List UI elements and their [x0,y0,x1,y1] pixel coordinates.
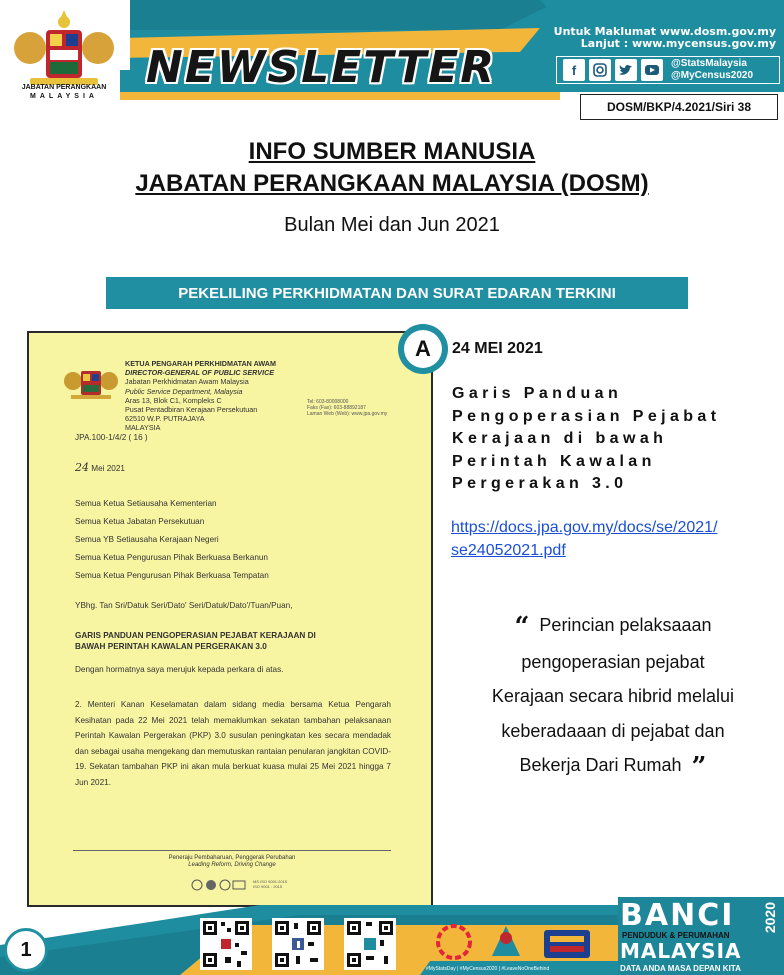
reference-number: DOSM/BKP/4.2021/Siri 38 [580,94,778,120]
instagram-icon[interactable] [589,59,611,81]
guide-title: Garis Panduan Pengoperasian Pejabat Kerajaan di bawah Perintah Kawalan Pergerakan 3.0 [452,385,721,492]
letter-recipient: Semua YB Setiausaha Kerajaan Negeri [75,535,219,544]
letter-reference: JPA.100-1/4/2 ( 16 ) [75,433,148,442]
newsletter-title: NEWSLETTER [146,42,497,93]
social-media-box [556,56,780,84]
document-link[interactable]: https://docs.jpa.gov.my/docs/se/2021/ se24052021.pdf [451,519,718,559]
qr-code[interactable] [200,918,252,970]
twitter-icon[interactable] [615,59,637,81]
subtitle: Bulan Mei dan Jun 2021 [284,214,500,236]
section-badge: A [398,324,448,374]
dosm-logo [10,8,118,118]
letter-footer-iso: MS ISO 9001:2015 ISO 9001 : 2015 [253,879,288,889]
newsletter-header [0,0,784,125]
main-title-line2: JABATAN PERANGKAAN MALAYSIA (DOSM) [135,170,649,197]
campaign-logos [432,920,618,964]
main-title-line1: INFO SUMBER MANUSIA [248,138,536,165]
page-number: 1 [4,928,48,972]
letter-subject: GARIS PANDUAN PENGOPERASIAN PEJABAT KERAJAAN DI [75,631,316,640]
census-banner: BANCI PENDUDUK & PERUMAHAN MALAYSIA 2020 DATA ANDA MASA DEPAN KITA [620,898,778,973]
letterhead: KETUA PENGARAH PERKHIDMATAN AWAM DIRECTOR-GENERAL OF PUBLIC SERVICE Jabatan Perkhidmatan Awam Malaysia Public Service Department, Malaysia Aras 13, Blok C1, Kompleks C Pusat Pentadbiran Kerajaan Persekutuan 62510 W.P. PUTRAJAYA MALAYSIA [125,359,276,433]
facebook-icon[interactable]: f [563,59,585,81]
summary-quote: “ Perincian pelaksaaan pengoperasian pejabat Kerajaan secara hibrid melalui keberadaaan di pejabat dan Bekerja Dari Rumah ” [491,612,735,782]
logo-caption: JABATAN PERANGKAAN MALAYSIA [21,84,107,100]
hashtag-strip: #MyStatsDay | #MyCensus2020 | #LeaveNoOneBehind [426,966,550,972]
social-handles: @StatsMalaysia @MyCensus2020 [671,58,754,81]
letter-salutation: YBhg. Tan Sri/Datuk Seri/Dato' Seri/Datuk/Dato'/Tuan/Puan, [75,601,293,610]
qr-code[interactable] [272,918,324,970]
letter-date: 24 Mei 2021 [75,461,125,474]
letter-recipient: Semua Ketua Pengurusan Pihak Berkuasa Berkanun [75,553,268,562]
qr-code[interactable] [344,918,396,970]
circular-letter-image [27,331,433,907]
letter-footer-motto: Peneraju Pembaharuan, Penggerak Perubahan Leading Reform, Driving Change [168,855,296,868]
letter-paragraph: 2. Menteri Kanan Keselamatan dalam sidang media bersama Ketua Pengarah Kesihatan pada 22 Mei 2021 telah memaklumkan sekatan tambahan pelaksanaan Perintah Kawalan Pergerakan (PKP) 3.0 susulan peningkatan kes secara mendadak dan sebagai usaha mengekang dan memutuskan rantaian penularan jangkitan COVID-19. Sekatan tambahan PKP ini akan mula berkuat kuasa mulai 25 Mei 2021 hingga 7 Jun 2021. [75,700,391,787]
letter-crest [63,361,119,403]
section-banner: PEKELILING PERKHIDMATAN DAN SURAT EDARAN TERKINI [106,277,688,309]
close-quote-icon: ” [691,752,707,782]
open-quote-icon: “ [514,612,530,642]
letter-opening: Dengan hormatnya saya merujuk kepada perkara di atas. [75,665,284,674]
letter-recipient: Semua Ketua Jabatan Persekutuan [75,517,205,526]
youtube-icon[interactable] [641,59,663,81]
letter-recipient: Semua Ketua Pengurusan Pihak Berkuasa Tempatan [75,571,269,580]
letter-recipient: Semua Ketua Setiausaha Kementerian [75,499,217,508]
letter-contacts: Tel: 603-80008000 Faks (Fax): 603-88892187 Laman Web (Web): www.jpa.gov.my [307,399,388,417]
section-date: 24 MEI 2021 [452,340,543,357]
letter-divider [73,850,391,851]
info-lines: Untuk Maklumat www.dosm.gov.my Lanjut : www.mycensus.gov.my [553,25,776,50]
letter-subject: BAWAH PERINTAH KAWALAN PERGERAKAN 3.0 [75,642,267,651]
